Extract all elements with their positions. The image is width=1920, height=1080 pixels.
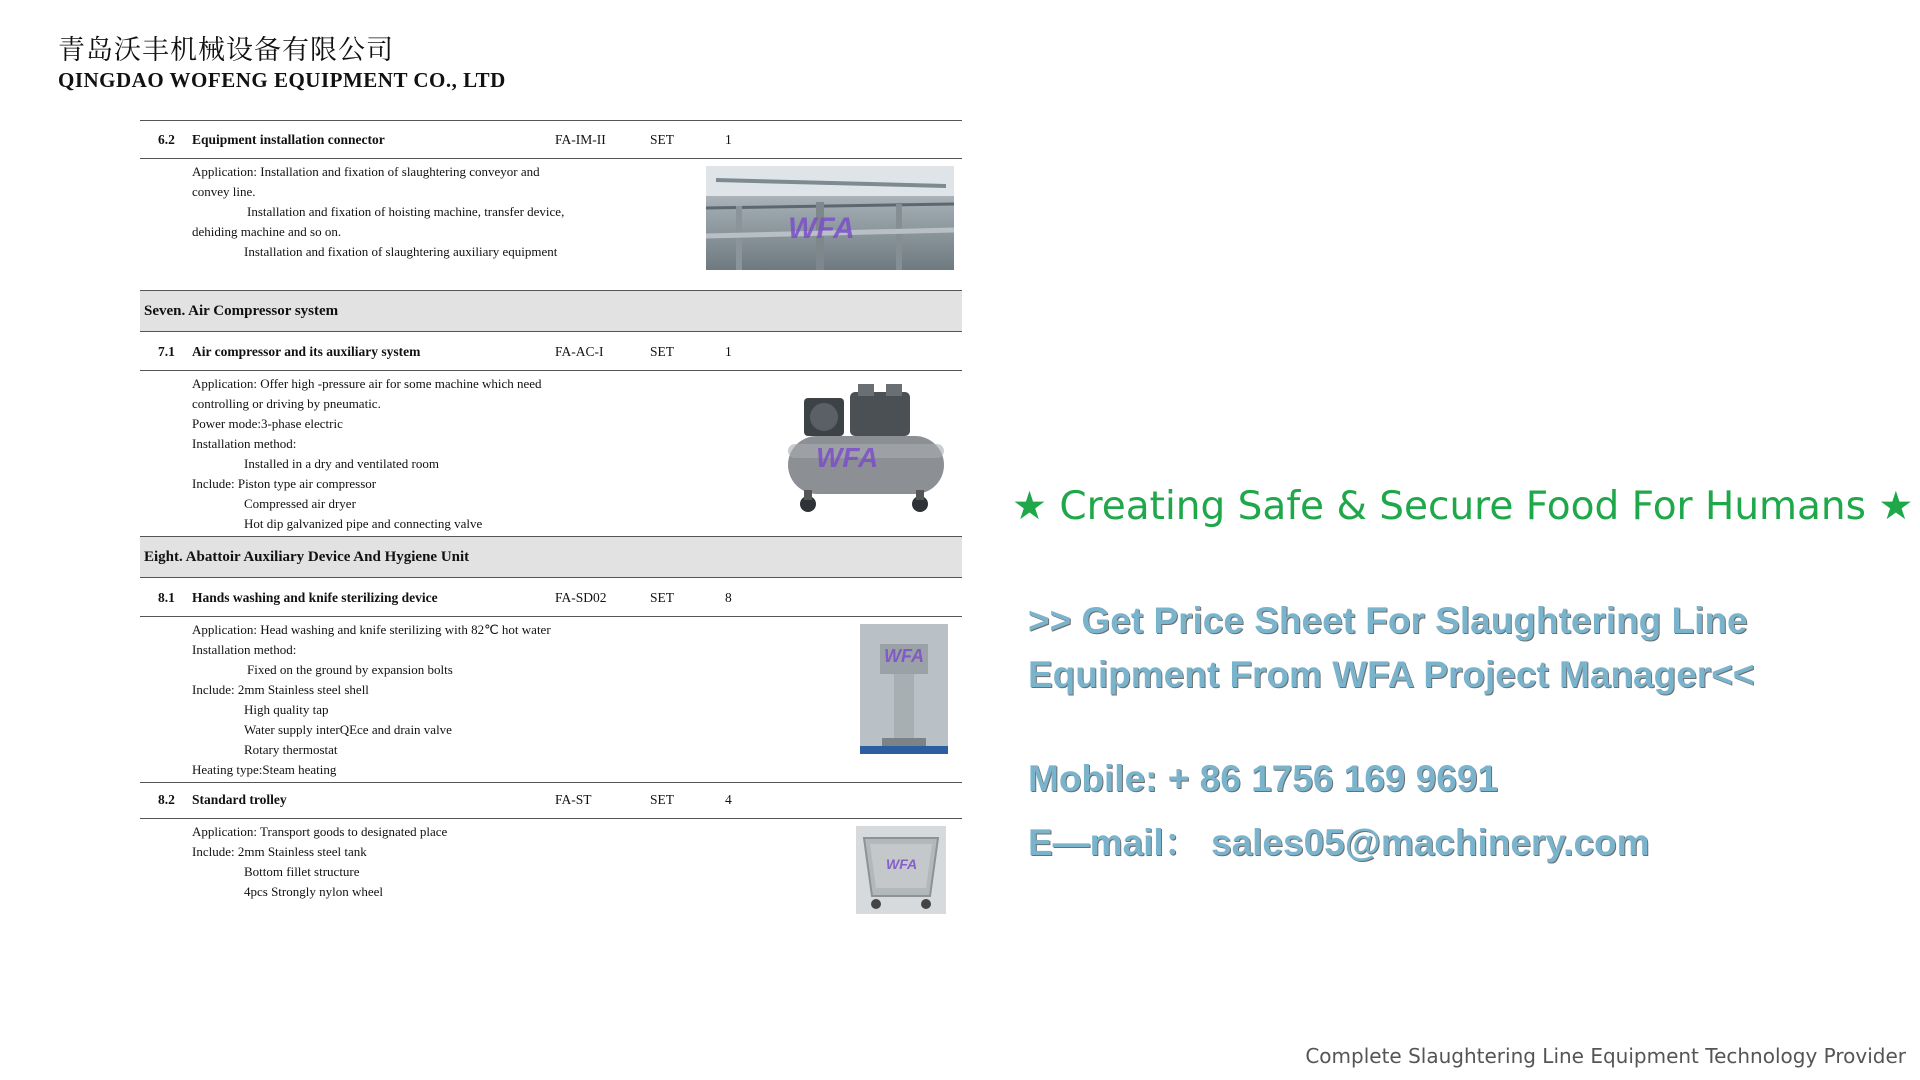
mobile-contact[interactable]: Mobile: + 86 1756 169 9691 (1028, 758, 1498, 799)
item-description (192, 822, 632, 902)
item-name: Hands washing and knife sterilizing device (192, 590, 438, 605)
item-number: 8.2 (158, 792, 175, 807)
item-quantity: 8 (725, 590, 732, 605)
desc-line: dehiding machine and so on. (192, 224, 342, 239)
desc-line: Installation and fixation of slaughtering auxiliary equipment (244, 244, 558, 259)
email-contact[interactable]: E—mail： sales05@machinery.com (1028, 822, 1650, 863)
item-quantity: 1 (725, 132, 732, 147)
item-quantity: 1 (725, 344, 732, 359)
desc-line: Rotary thermostat (244, 742, 338, 757)
slogan (1012, 484, 1913, 529)
item-quantity: 4 (725, 792, 732, 807)
item-description (192, 620, 632, 780)
slogan-text: Creating Safe & Secure Food For Humans (1059, 484, 1866, 529)
desc-line: Installation and fixation of hoisting machine, transfer device, (247, 204, 565, 219)
desc-line: Include: Piston type air compressor (192, 476, 377, 491)
item-number: 6.2 (158, 132, 175, 147)
row-divider (140, 370, 962, 371)
desc-line: Installation method: (192, 436, 297, 451)
item-name: Standard trolley (192, 792, 287, 807)
desc-line: High quality tap (244, 702, 329, 717)
desc-line: Include: 2mm Stainless steel shell (192, 682, 369, 697)
company-name-chinese: 青岛沃丰机械设备有限公司 (58, 35, 394, 66)
item-name: Air compressor and its auxiliary system (192, 344, 421, 359)
desc-line: Application: Head washing and knife sterilizing with 82℃ hot water (192, 622, 551, 637)
price-sheet-line-2[interactable]: Equipment From WFA Project Manager<< (1028, 654, 1755, 695)
item-code: FA-AC-I (555, 344, 604, 359)
desc-line: controlling or driving by pneumatic. (192, 396, 381, 411)
item-name: Equipment installation connector (192, 132, 385, 147)
section-seven-header (140, 290, 962, 332)
item-unit: SET (650, 590, 675, 605)
item-number: 8.1 (158, 590, 175, 605)
item-unit: SET (650, 792, 675, 807)
item-unit: SET (650, 344, 675, 359)
desc-line: Application: Offer high -pressure air for some machine which need (192, 376, 542, 391)
desc-line: Include: 2mm Stainless steel tank (192, 844, 367, 859)
star-icon: ★ (1878, 484, 1914, 529)
row-divider (140, 818, 962, 819)
installation-photo (706, 166, 954, 270)
wfa-watermark: WFA (884, 646, 924, 666)
air-compressor-photo (780, 384, 950, 524)
desc-line: Fixed on the ground by expansion bolts (247, 662, 453, 677)
wfa-watermark: WFA (816, 442, 879, 473)
desc-line: convey line. (192, 184, 256, 199)
item-code: FA-SD02 (555, 590, 607, 605)
wfa-watermark: WFA (788, 212, 855, 245)
star-icon: ★ (1012, 484, 1047, 529)
item-description (192, 162, 632, 262)
standard-trolley-photo (856, 826, 946, 914)
desc-line: Power mode:3-phase electric (192, 416, 343, 431)
price-sheet-line-1[interactable]: >> Get Price Sheet For Slaughtering Line (1028, 600, 1748, 641)
hand-washing-device-photo (860, 624, 948, 754)
row-divider (140, 158, 962, 159)
sink-stand-graphic (860, 624, 948, 754)
table-top-rule (140, 120, 962, 121)
section-title: Seven. Air Compressor system (144, 302, 339, 319)
desc-line: Application: Transport goods to designated place (192, 824, 448, 839)
desc-line: Installed in a dry and ventilated room (244, 456, 439, 471)
row-divider (140, 782, 962, 783)
item-code: FA-ST (555, 792, 592, 807)
footer-tagline: Complete Slaughtering Line Equipment Technology Provider (1305, 1044, 1906, 1068)
equipment-list-document (140, 112, 962, 917)
section-title: Eight. Abattoir Auxiliary Device And Hygiene Unit (144, 548, 470, 565)
desc-line: Bottom fillet structure (244, 864, 360, 879)
item-code: FA-IM-II (555, 132, 606, 147)
section-eight-header (140, 536, 962, 578)
desc-line: Installation method: (192, 642, 297, 657)
item-description (192, 374, 632, 534)
desc-line: Water supply interQEce and drain valve (244, 722, 452, 737)
company-name-english: QINGDAO WOFENG EQUIPMENT CO., LTD (58, 68, 506, 92)
desc-line: Hot dip galvanized pipe and connecting valve (244, 516, 483, 531)
desc-line: 4pcs Strongly nylon wheel (244, 884, 384, 899)
item-number: 7.1 (158, 344, 175, 359)
desc-line: Application: Installation and fixation of slaughtering conveyor and (192, 164, 540, 179)
desc-line: Compressed air dryer (244, 496, 356, 511)
item-unit: SET (650, 132, 675, 147)
wfa-watermark: WFA (886, 856, 918, 872)
desc-line: Heating type:Steam heating (192, 762, 337, 777)
row-divider (140, 616, 962, 617)
